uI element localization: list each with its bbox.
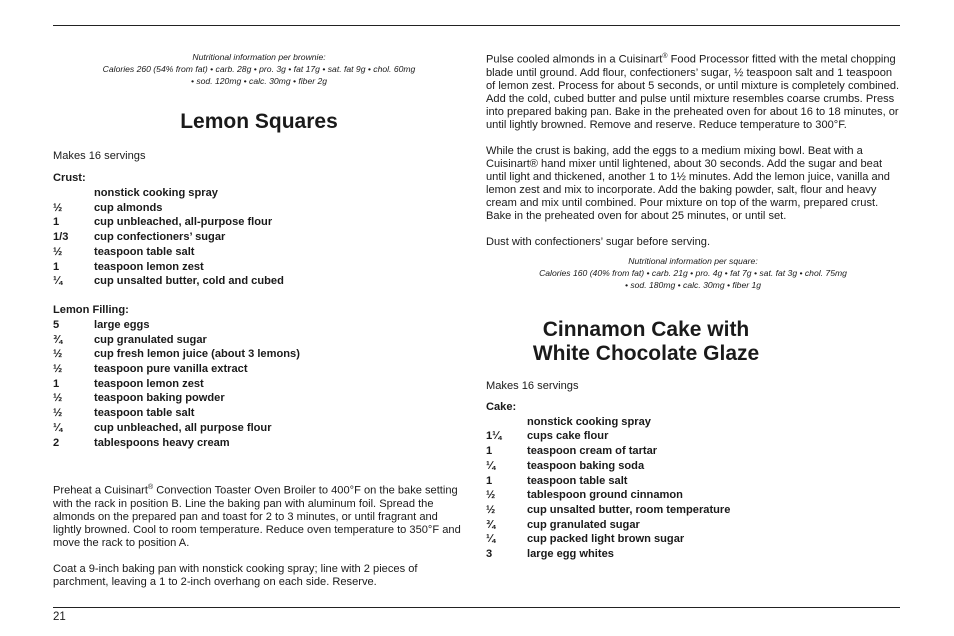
- ingredient-row: ¼ cup packed light brown sugar: [486, 533, 685, 546]
- filling-label: Lemon Filling:: [53, 303, 129, 316]
- ingredient-row: 1 teaspoon lemon zest: [53, 377, 204, 390]
- ingredient-row: ½ teaspoon baking powder: [53, 392, 225, 405]
- ingredient-row: ½ teaspoon pure vanilla extract: [53, 363, 248, 376]
- filling-ingredient-list: [53, 318, 465, 450]
- ingredient-row: 1 teaspoon cream of tartar: [486, 445, 658, 458]
- recipe-title: Lemon Squares: [180, 110, 338, 133]
- ingredient-row: ¼ teaspoon baking soda: [486, 459, 645, 472]
- left-column: [53, 50, 465, 589]
- ingredient-row: 3 large egg whites: [486, 548, 614, 561]
- ingredient-row: 1 teaspoon lemon zest: [53, 260, 204, 273]
- instruction-paragraph: Pulse cooled almonds in a Cuisinart® Food Processor fitted with the metal chopping blade until ground. Add flour, confectioners’ sugar, ½ teaspoon salt and 1 teaspoon of lemon zest. Process for about 5 seconds, or until mixture is completely combined. Add the cold, cubed butter and pulse until mixture resembles coarse crumbs. Press into prepared baking pan. Bake in the preheated oven for about 16 to 18 minutes, or until lightly browned. Remove and reserve. Reduce temperature to 300°F.: [486, 53, 900, 131]
- crust-ingredient-list: [53, 186, 465, 289]
- ingredient-row: ¾ cup granulated sugar: [53, 333, 207, 346]
- square-nutrition: [486, 255, 900, 291]
- cake-ingredient-list: [486, 415, 900, 562]
- instruction-paragraph: Coat a 9-inch baking pan with nonstick cooking spray; line with 2 pieces of parchment, leaving a 1 to 2-inch overhang on each side. Reserve.: [53, 562, 418, 588]
- right-column: [486, 50, 900, 562]
- ingredient-row: nonstick cooking spray: [527, 415, 651, 428]
- nutrition-heading: Nutritional information per square:: [628, 255, 758, 266]
- ingredient-row: ½ teaspoon table salt: [53, 407, 195, 420]
- nutrition-line: • sod. 180mg • calc. 30mg • fiber 1g: [624, 279, 762, 290]
- ingredient-row: 1 cup unbleached, all-purpose flour: [53, 216, 273, 229]
- bottom-rule: [53, 607, 900, 608]
- ingredient-row: 1¼ cups cake flour: [486, 430, 609, 443]
- nutrition-line: • sod. 120mg • calc. 30mg • fiber 2g: [190, 76, 328, 86]
- ingredient-row: 1 teaspoon table salt: [486, 474, 628, 487]
- ingredient-row: ½ cup fresh lemon juice (about 3 lemons): [53, 348, 300, 361]
- recipe-title: Cinnamon Cake with White Chocolate Glaze: [532, 317, 760, 365]
- instruction-paragraph: Preheat a Cuisinart® Convection Toaster Oven Broiler to 400°F on the bake setting with the rack in position B. Line the baking pan with aluminum foil. Spread the almonds on the prepared pan and toast for 2 to 3 minutes, or until fragrant and lightly browned. Cool to room temperature. Reduce oven temperature to 350°F and move the rack to position A.: [53, 484, 461, 549]
- cake-label: Cake:: [486, 400, 517, 413]
- instruction-paragraph: While the crust is baking, add the eggs to a medium mixing bowl. Beat with a Cuisinart® hand mixer until lightened, about 30 seconds. Add the sugar and beat until light and thickened, another 1 to 1½ minutes. Add the lemon juice, vanilla and lemon zest and mix to incorporate. Add the baking powder, salt, flour and heavy cream and mix until combined. Pour mixture on top of the warm, prepared crust. Bake in the preheated oven for about 25 minutes, or until set.: [486, 144, 890, 222]
- nutrition-line: Calories 260 (54% from fat) • carb. 28g • pro. 3g • fat 17g • sat. fat 9g • chol. 60mg: [102, 64, 416, 74]
- servings: Makes 16 servings: [486, 379, 579, 392]
- nutrition-line: Calories 160 (40% from fat) • carb. 21g • pro. 4g • fat 7g • sat. fat 3g • chol. 75mg: [539, 267, 847, 278]
- brownie-nutrition: [53, 51, 465, 87]
- ingredient-row: ¼ cup unbleached, all purpose flour: [53, 421, 272, 434]
- ingredient-row: ½ teaspoon table salt: [53, 245, 195, 258]
- ingredient-row: ½ tablespoon ground cinnamon: [486, 489, 683, 502]
- ingredient-row: ½ cup almonds: [53, 201, 163, 214]
- top-rule: [53, 25, 900, 26]
- nutrition-heading: Nutritional information per brownie:: [192, 52, 326, 62]
- servings: Makes 16 servings: [53, 150, 146, 162]
- ingredient-row: ½ cup unsalted butter, room temperature: [486, 503, 731, 516]
- ingredient-row: 5 large eggs: [53, 318, 150, 331]
- crust-label: Crust:: [53, 172, 86, 184]
- ingredient-row: ¼ cup unsalted butter, cold and cubed: [53, 275, 284, 288]
- ingredient-row: 2 tablespoons heavy cream: [53, 436, 230, 449]
- ingredient-row: nonstick cooking spray: [94, 187, 218, 199]
- instruction-paragraph: Dust with confectioners’ sugar before serving.: [486, 235, 711, 248]
- ingredient-row: ¾ cup granulated sugar: [486, 518, 640, 531]
- ingredient-row: 1/3 cup confectioners’ sugar: [53, 231, 226, 244]
- page-number: 21: [53, 611, 66, 623]
